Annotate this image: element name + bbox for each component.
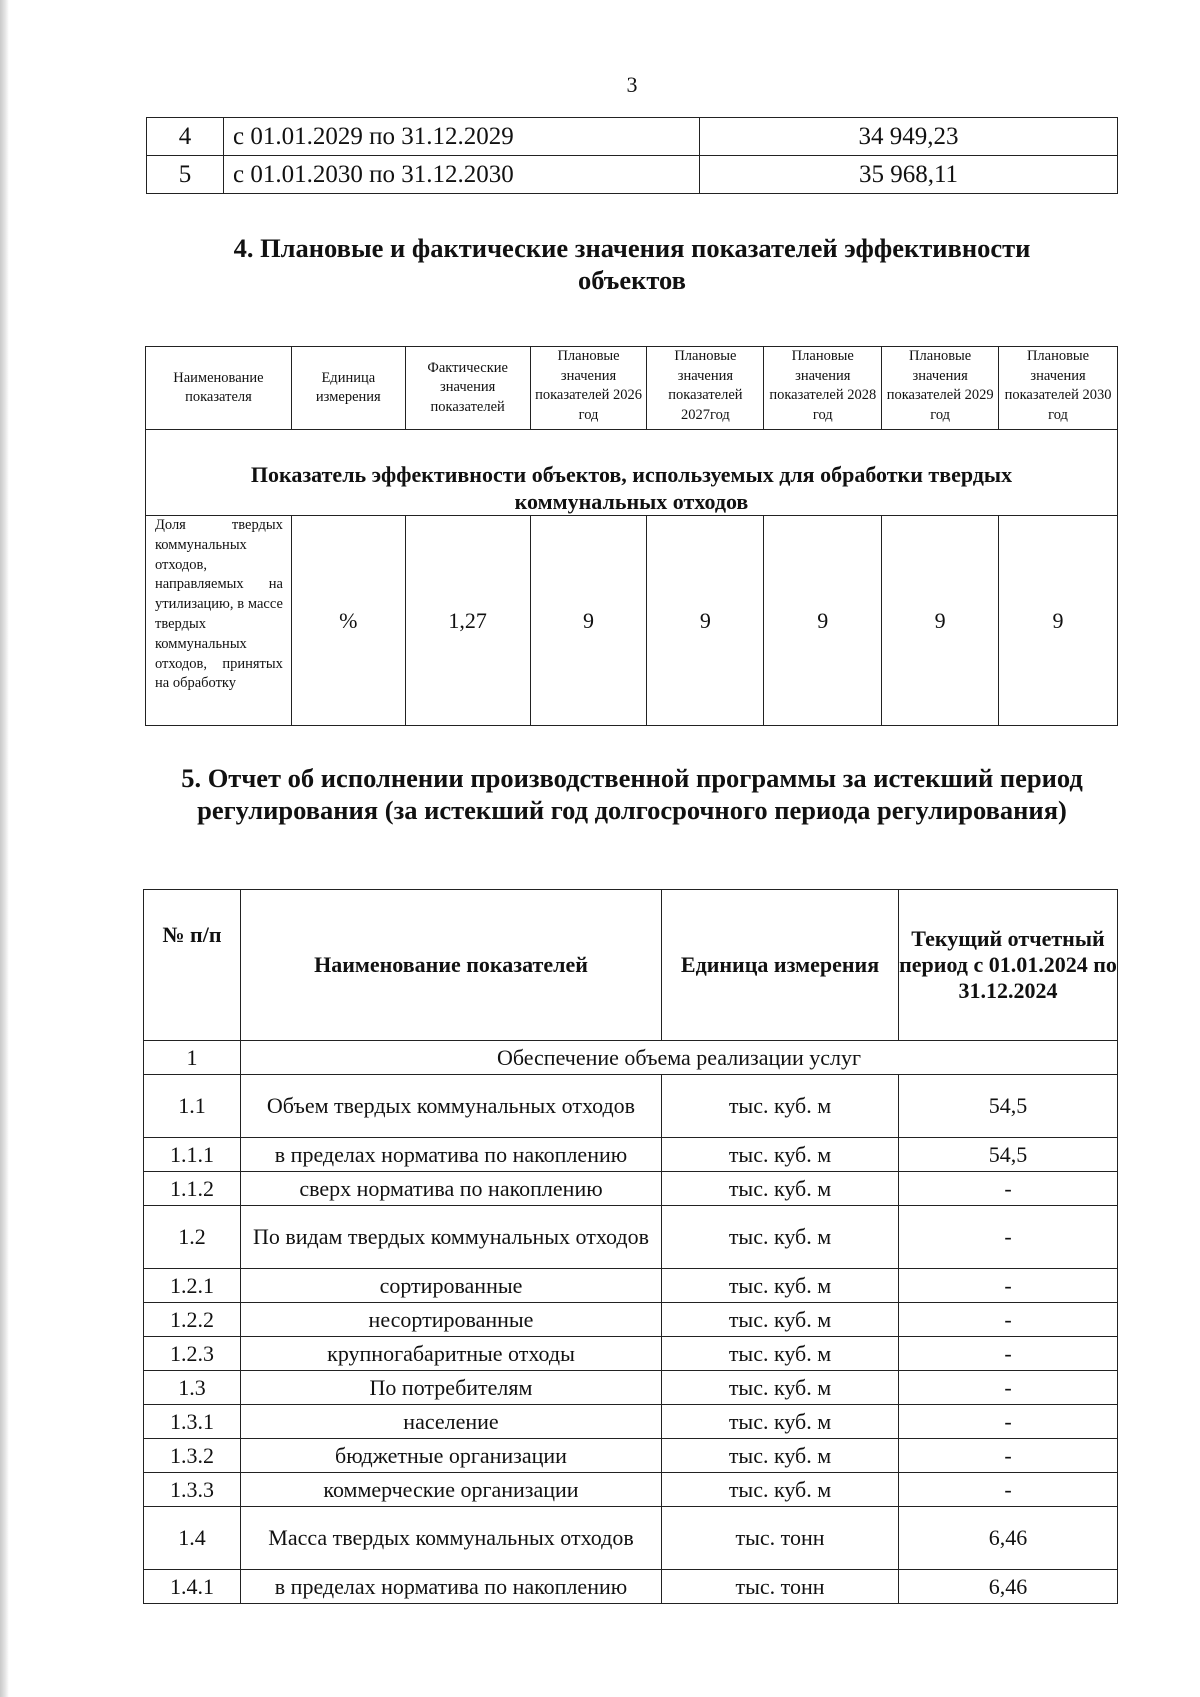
table-row [144,1075,1118,1138]
section-5-title [140,762,1124,826]
table-row [144,1206,1118,1269]
row-name: По потребителям [241,1371,662,1405]
indicator-plan-2027: 9 [647,516,764,726]
table-section-row [144,1041,1118,1075]
row-name: население [241,1405,662,1439]
row-value: - [899,1473,1118,1507]
row-name: в пределах норматива по накоплению [241,1138,662,1172]
header-indicator-name: Наименование показателя [146,347,292,430]
row-number: 4 [147,118,224,156]
table-row [144,1172,1118,1206]
row-number: 1.2.3 [144,1337,241,1371]
row-value: - [899,1371,1118,1405]
header-plan-2027: Плановые значения показателей 2027год [647,347,764,430]
row-name: Объем твердых коммунальных отходов [241,1075,662,1138]
row-unit: тыс. куб. м [662,1075,899,1138]
row-unit: тыс. куб. м [662,1172,899,1206]
row-name: По видам твердых коммунальных отходов [241,1206,662,1269]
header-plan-2028: Плановые значения показателей 2028 год [764,347,882,430]
row-name: Масса твердых коммунальных отходов [241,1507,662,1570]
row-number: 1.1.2 [144,1172,241,1206]
table-row [146,516,1118,726]
page-number: 3 [626,72,638,97]
section-4-title-line2: объектов [578,265,686,295]
header-name: Наименование показателей [241,890,662,1041]
table-subheading-row [146,430,1118,516]
table-row [144,1439,1118,1473]
row-unit: тыс. куб. м [662,1371,899,1405]
row-name: крупногабаритные отходы [241,1337,662,1371]
header-actual: Фактические значения показателей [405,347,530,430]
header-period: Текущий отчетный период с 01.01.2024 по 31.12.2024 [899,890,1118,1041]
indicator-plan-2029: 9 [882,516,999,726]
tariff-period-table [146,117,1118,194]
table-row [147,118,1118,156]
row-unit: тыс. куб. м [662,1473,899,1507]
table-row [144,1337,1118,1371]
row-unit: тыс. тонн [662,1570,899,1604]
row-name: сверх норматива по накоплению [241,1172,662,1206]
row-value: 54,5 [899,1075,1118,1138]
row-unit: тыс. куб. м [662,1337,899,1371]
row-number: 1.2.2 [144,1303,241,1337]
row-number: 1.3.2 [144,1439,241,1473]
header-unit: Единица измерения [291,347,405,430]
table-row [144,1138,1118,1172]
row-unit: тыс. куб. м [662,1405,899,1439]
row-value: 54,5 [899,1138,1118,1172]
table-row [144,1570,1118,1604]
section-5-title-line2: регулирования (за истекший год долгосрочного периода регулирования) [197,795,1067,825]
row-name: бюджетные организации [241,1439,662,1473]
row-unit: тыс. куб. м [662,1269,899,1303]
section-5-title-line1: 5. Отчет об исполнении производственной программы за истекший период [181,763,1083,793]
header-plan-2029: Плановые значения показателей 2029 год [882,347,999,430]
section-label: Обеспечение объема реализации услуг [241,1041,1118,1075]
header-plan-2026: Плановые значения показателей 2026 год [530,347,647,430]
row-number: 1 [144,1041,241,1075]
header-num: № п/п [144,890,241,1041]
header-unit: Единица измерения [662,890,899,1041]
table-row [144,1507,1118,1570]
table-row [147,156,1118,194]
row-value: - [899,1172,1118,1206]
row-number: 1.2.1 [144,1269,241,1303]
row-value: - [899,1269,1118,1303]
row-number: 1.3 [144,1371,241,1405]
table-row [144,1473,1118,1507]
row-name: сортированные [241,1269,662,1303]
row-name: коммерческие организации [241,1473,662,1507]
indicator-unit: % [291,516,405,726]
table-row [144,1405,1118,1439]
production-program-report-table [143,889,1118,1604]
indicator-actual: 1,27 [405,516,530,726]
row-unit: тыс. куб. м [662,1138,899,1172]
report-rows [144,1075,1118,1604]
row-value: - [899,1439,1118,1473]
row-value: 34 949,23 [700,118,1118,156]
table-row [144,1371,1118,1405]
row-number: 5 [147,156,224,194]
row-name: в пределах норматива по накоплению [241,1570,662,1604]
table-header-row [144,890,1118,1041]
section-4-title [146,232,1118,296]
row-number: 1.1 [144,1075,241,1138]
row-value: - [899,1405,1118,1439]
table-header-row [146,347,1118,430]
table-row [144,1303,1118,1337]
row-number: 1.1.1 [144,1138,241,1172]
table-row [144,1269,1118,1303]
row-value: 6,46 [899,1507,1118,1570]
row-unit: тыс. куб. м [662,1439,899,1473]
indicator-name: Доля твердых коммунальных отходов, направляемых на утилизацию, в массе твердых коммунальных отходов, принятых на обработку [146,516,292,726]
row-period: с 01.01.2030 по 31.12.2030 [224,156,700,194]
header-plan-2030: Плановые значения показателей 2030 год [999,347,1118,430]
row-number: 1.3.3 [144,1473,241,1507]
row-unit: тыс. тонн [662,1507,899,1570]
row-period: с 01.01.2029 по 31.12.2029 [224,118,700,156]
subheading-line1: Показатель эффективности объектов, используемых для обработки твердых [250,462,1013,487]
row-unit: тыс. куб. м [662,1206,899,1269]
row-number: 1.2 [144,1206,241,1269]
row-name: несортированные [241,1303,662,1337]
indicator-plan-2030: 9 [999,516,1118,726]
subheading-line2: коммунальных отходов [514,489,749,514]
row-value: 6,46 [899,1570,1118,1604]
row-value: - [899,1206,1118,1269]
row-value: 35 968,11 [700,156,1118,194]
row-value: - [899,1337,1118,1371]
efficiency-indicators-table [145,346,1118,726]
indicator-plan-2026: 9 [530,516,647,726]
section-4-title-line1: 4. Плановые и фактические значения показателей эффективности [233,233,1031,263]
indicator-plan-2028: 9 [764,516,882,726]
row-unit: тыс. куб. м [662,1303,899,1337]
row-value: - [899,1303,1118,1337]
row-number: 1.3.1 [144,1405,241,1439]
scan-edge [0,0,9,1697]
row-number: 1.4.1 [144,1570,241,1604]
subheading [146,430,1118,516]
row-number: 1.4 [144,1507,241,1570]
